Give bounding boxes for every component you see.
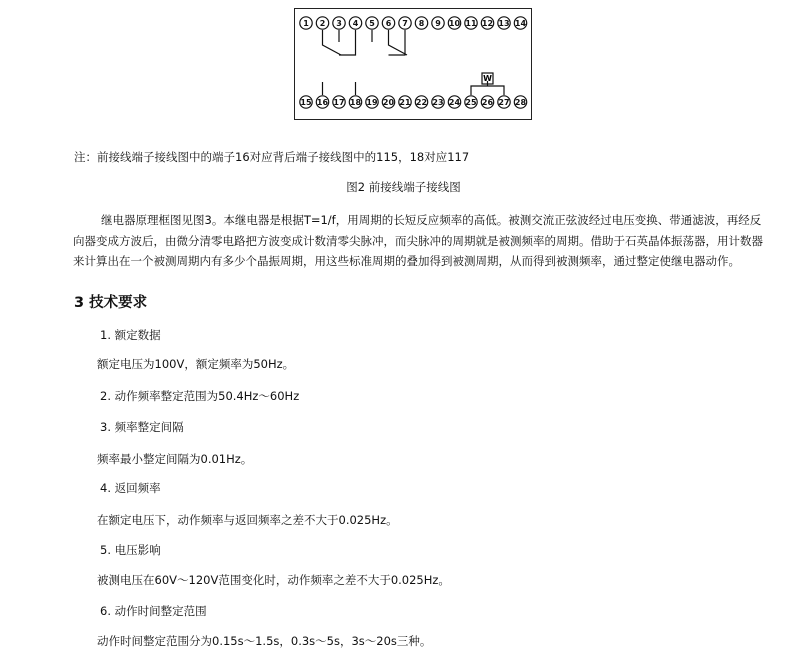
principle-paragraph-text: 继电器原理框图见图3。本继电器是根据T=1/f，用周期的长短反应频率的高低。被测交流正弦波经过电压变换、带通滤波，再经反向器变成方波后，由微分清零电路把方波变成计数清零尖脉冲，而尖脉冲的周期就是被测频率的周期。借助于石英晶体振荡器，用计数器来计算出在一个被测周期内有多少个晶振周期，用这些标准周期的叠加得到被测周期，从而得到被测频率，通过整定使继电器动作。 [73,213,763,268]
terminal-wiring-diagram [294,8,532,120]
top-terminal [366,17,378,29]
bottom-terminal [316,96,328,108]
terminal-number: 18 [349,98,362,107]
top-terminal [382,17,394,29]
terminal-number: 3 [336,19,342,28]
principle-paragraph [73,210,763,272]
terminal-number: 13 [498,19,510,28]
wire-4 [339,30,356,55]
bottom-terminal [432,96,444,108]
top-terminal [514,17,526,29]
item-6-title: 6. 动作时间整定范围 [100,604,207,618]
wiring-lines [323,30,505,95]
wire-7 [389,30,406,55]
item-1-title: 1. 额定数据 [100,328,161,342]
bottom-terminal [349,96,361,108]
top-terminal [399,17,411,29]
terminal-number: 5 [369,19,375,28]
terminal-number: 6 [385,19,392,28]
top-terminal [498,17,510,29]
terminal-number: 8 [418,19,425,28]
terminal-number: 14 [514,19,527,28]
item-5-title: 5. 电压影响 [100,543,161,557]
top-terminal [316,17,328,29]
terminal-number: 17 [333,98,345,107]
terminal-number: 28 [514,98,527,107]
bottom-terminal [514,96,526,108]
terminal-number: 12 [481,19,494,28]
terminal-number: 16 [316,98,329,107]
top-terminal [415,17,427,29]
wiring-note: 注：前接线端子接线图中的端子16对应背后端子接线图中的115，18对应117 [74,150,470,164]
bottom-terminal [300,96,312,108]
terminal-number: 24 [448,98,461,107]
item-6-body: 动作时间整定范围分为0.15s～1.5s，0.3s～5s，3s～20s三种。 [97,634,432,648]
item-1-body: 额定电压为100V，额定频率为50Hz。 [97,357,295,371]
bottom-terminal [498,96,510,108]
item-4-title: 4. 返回频率 [100,481,161,495]
terminal-number: 19 [366,98,378,107]
item-3-body: 频率最小整定间隔为0.01Hz。 [97,452,253,466]
wire-25 [471,86,504,95]
terminal-number: 10 [448,19,461,28]
item-3-title: 3. 频率整定间隔 [100,420,184,434]
w-box-symbol: W [483,74,492,83]
terminal-number: 4 [352,19,359,28]
top-terminal [465,17,477,29]
top-terminal [432,17,444,29]
item-2-title: 2. 动作频率整定范围为50.4Hz～60Hz [100,389,300,403]
bottom-terminal [366,96,378,108]
item-5-body: 被测电压在60V～120V范围变化时，动作频率之差不大于0.025Hz。 [97,573,450,587]
top-terminal [481,17,493,29]
terminal-number: 1 [303,19,309,28]
terminal-number: 2 [319,19,326,28]
bottom-terminal [382,96,394,108]
wire-6 [389,30,408,55]
terminal-number: 11 [465,19,477,28]
top-terminal [300,17,312,29]
bottom-terminal-row [300,96,527,108]
bottom-terminal [415,96,427,108]
terminal-number: 26 [481,98,494,107]
terminal-number: 21 [399,98,411,107]
top-terminal [448,17,460,29]
top-terminal-row [300,17,527,29]
section-title: 3 技术要求 [74,295,148,311]
terminal-number: 23 [432,98,444,107]
bottom-terminal [481,96,493,108]
terminal-number: 20 [382,98,395,107]
terminal-number: 25 [465,98,477,107]
terminal-number: 9 [435,19,441,28]
wire-2 [323,30,342,55]
bottom-terminal [333,96,345,108]
terminal-number: 7 [402,19,408,28]
terminal-number: 22 [415,98,428,107]
terminal-number: 15 [300,98,312,107]
top-terminal [333,17,345,29]
top-terminal [349,17,361,29]
bottom-terminal [448,96,460,108]
item-4-body: 在额定电压下，动作频率与返回频率之差不大于0.025Hz。 [97,513,398,527]
terminal-number: 27 [498,98,510,107]
figure-caption: 图2 前接线端子接线图 [346,180,461,194]
terminal-wiring-svg [295,9,533,121]
bottom-terminal [399,96,411,108]
bottom-terminal [465,96,477,108]
